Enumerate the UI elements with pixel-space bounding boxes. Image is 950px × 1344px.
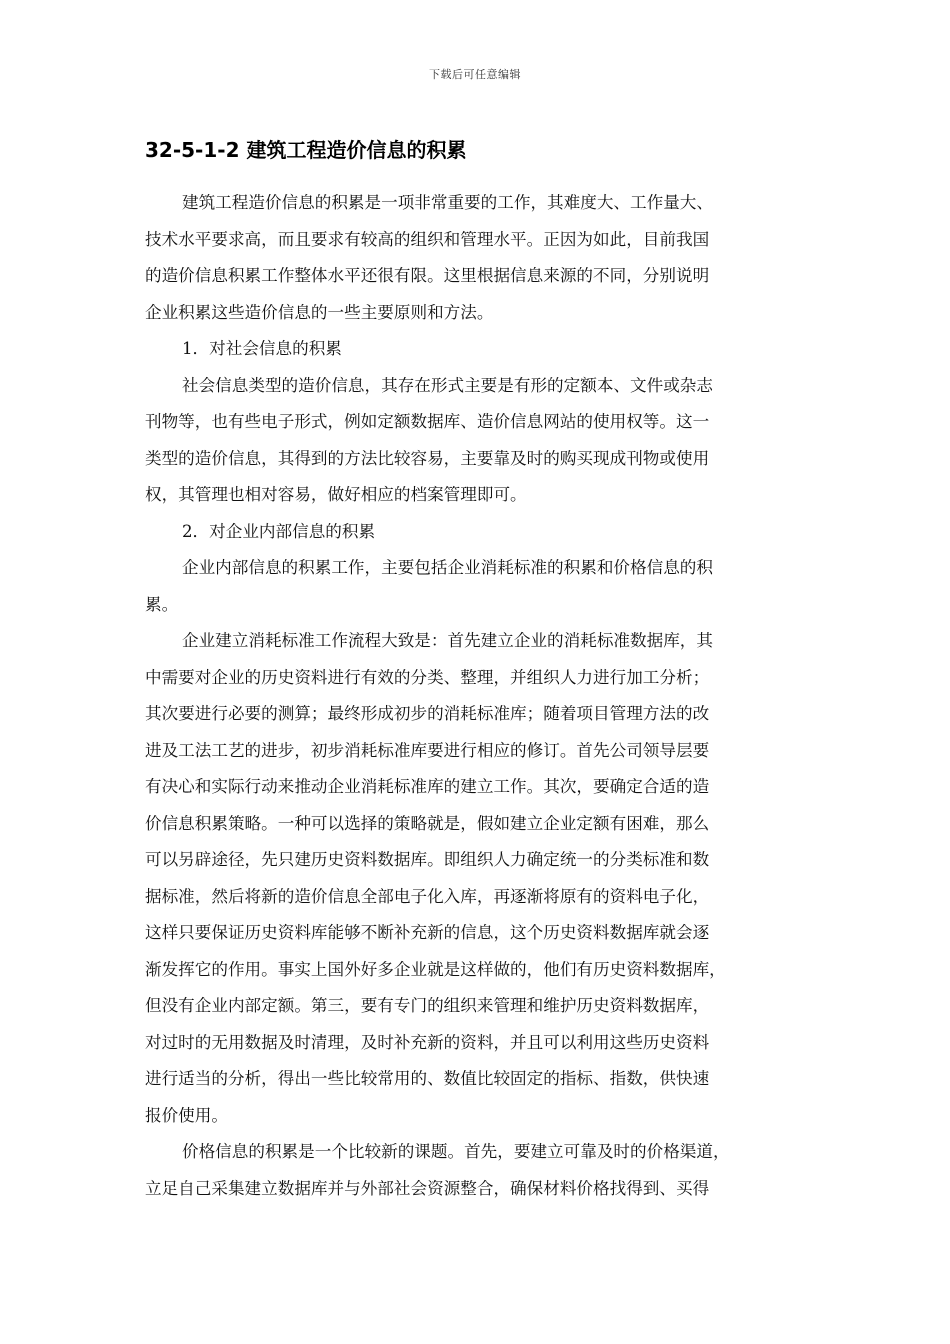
text-line: 企业积累这些造价信息的一些主要原则和方法。 <box>145 302 494 322</box>
section-title: 32-5-1-2 建筑工程造价信息的积累 <box>145 138 467 162</box>
text-line: 类型的造价信息，其得到的方法比较容易，主要靠及时的购买现成刊物或使用 <box>145 448 710 468</box>
subheading-social-info: 1．对社会信息的积累 <box>182 339 342 358</box>
text-line: 其次要进行必要的测算；最终形成初步的消耗标准库；随着项目管理方法的改 <box>145 704 710 723</box>
page-header-note: 下载后可任意编辑 <box>429 68 521 81</box>
text-line: 的造价信息积累工作整体水平还很有限。这里根据信息来源的不同，分别说明 <box>145 266 710 285</box>
text-line: 进行适当的分析，得出一些比较常用的、数值比较固定的指标、指数，供快速 <box>145 1069 710 1088</box>
text-line: 据标准，然后将新的造价信息全部电子化入库，再逐渐将原有的资料电子化， <box>145 886 710 906</box>
text-line: 报价使用。 <box>145 1105 228 1125</box>
text-line: 进及工法工艺的进步，初步消耗标准库要进行相应的修订。首先公司领导层要 <box>145 740 710 760</box>
text-line: 立足自己采集建立数据库并与外部社会资源整合，确保材料价格找得到、买得 <box>145 1178 710 1198</box>
text-line: 这样只要保证历史资料库能够不断补充新的信息，这个历史资料数据库就会逐 <box>145 923 710 942</box>
subheading-internal-info: 2．对企业内部信息的积累 <box>182 521 376 541</box>
text-line: 建筑工程造价信息的积累是一项非常重要的工作，其难度大、工作量大、 <box>182 193 713 212</box>
text-line: 有决心和实际行动来推动企业消耗标准库的建立工作。其次，要确定合适的造 <box>145 777 710 796</box>
text-line: 企业内部信息的积累工作，主要包括企业消耗标准的积累和价格信息的积 <box>182 558 713 577</box>
text-line: 中需要对企业的历史资料进行有效的分类、整理，并组织人力进行加工分析； <box>145 667 710 687</box>
text-line: 渐发挥它的作用。事实上国外好多企业就是这样做的，他们有历史资料数据库， <box>145 959 726 979</box>
text-line: 权，其管理也相对容易，做好相应的档案管理即可。 <box>145 485 527 504</box>
text-line: 刊物等，也有些电子形式，例如定额数据库、造价信息网站的使用权等。这一 <box>145 412 710 431</box>
text-line: 技术水平要求高，而且要求有较高的组织和管理水平。正因为如此，目前我国 <box>145 229 710 249</box>
text-line: 对过时的无用数据及时清理，及时补充新的资料，并且可以利用这些历史资料 <box>145 1032 710 1052</box>
text-line: 企业建立消耗标准工作流程大致是：首先建立企业的消耗标准数据库，其 <box>182 631 713 650</box>
text-line: 但没有企业内部定额。第三，要有专门的组织来管理和维护历史资料数据库， <box>145 996 710 1015</box>
text-line: 社会信息类型的造价信息，其存在形式主要是有形的定额本、文件或杂志 <box>182 375 713 395</box>
document-body <box>145 185 805 1207</box>
text-line: 可以另辟途径，先只建历史资料数据库。即组织人力确定统一的分类标准和数 <box>145 850 710 869</box>
text-line: 价格信息的积累是一个比较新的课题。首先，要建立可靠及时的价格渠道， <box>182 1142 730 1161</box>
text-line: 价信息积累策略。一种可以选择的策略就是，假如建立企业定额有困难，那么 <box>145 813 710 833</box>
text-line: 累。 <box>145 594 179 614</box>
